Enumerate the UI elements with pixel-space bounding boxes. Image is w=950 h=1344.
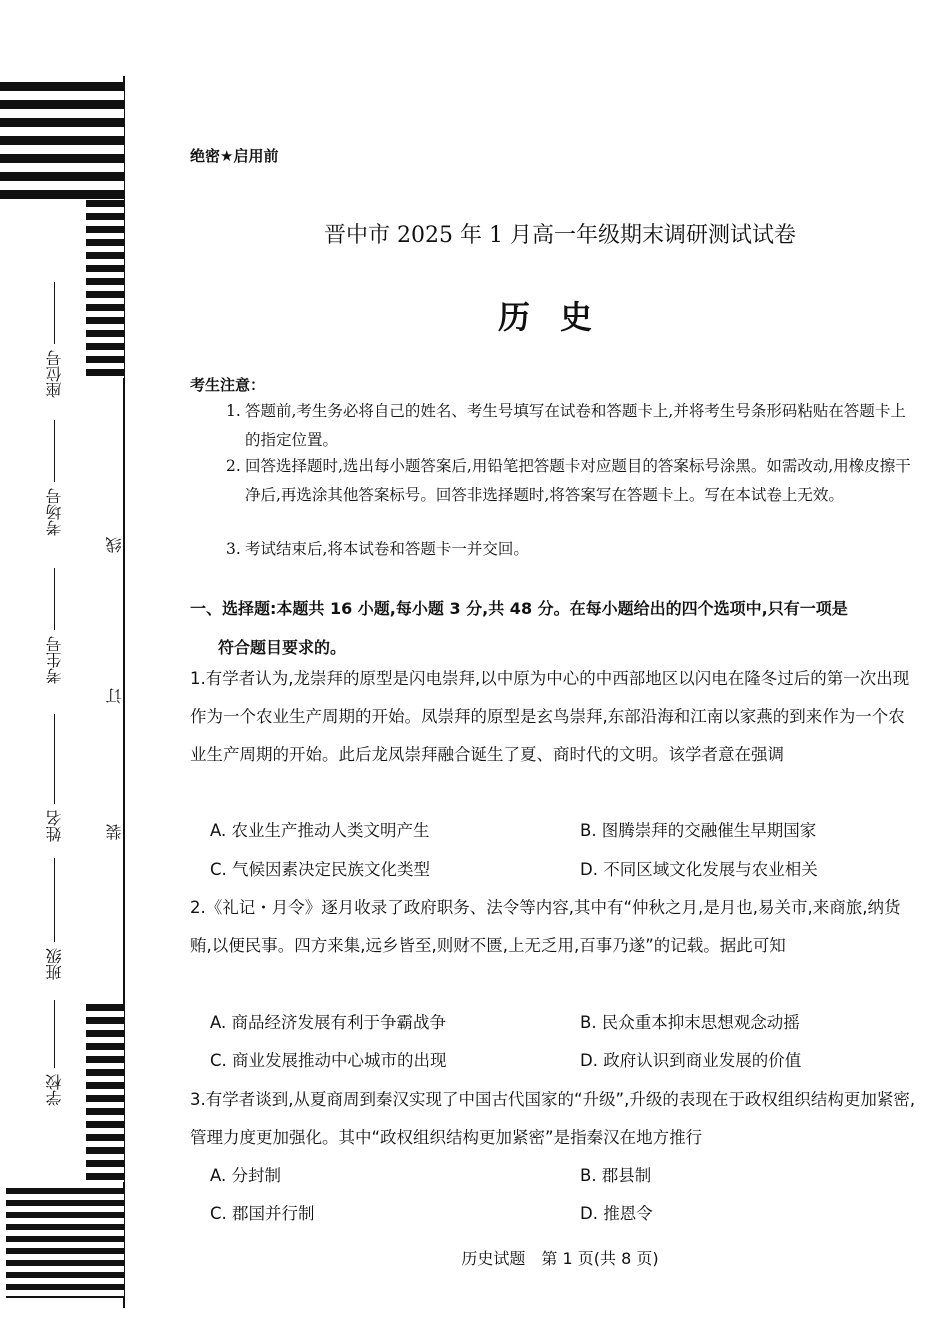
seat-label: 座位号 (45, 350, 64, 398)
question-1-option-a[interactable]: A. 农业生产推动人类文明产生 (210, 821, 430, 840)
binding-stripes-low (86, 1004, 124, 1182)
page-footer: 历史试题 第 1 页(共 8 页) (461, 1249, 659, 1268)
question-3-option-b[interactable]: B. 郡县制 (580, 1166, 652, 1185)
seat-field[interactable] (44, 282, 66, 398)
school-label: 学校 (45, 1074, 64, 1106)
binding-ding-mark: 订 (105, 688, 124, 704)
binding-zhuang-mark: 装 (105, 824, 124, 840)
question-stem-3: 3.有学者谈到,从夏商周到秦汉实现了中国古代国家的“升级”,升级的表现在于政权组织结构更加紧密,管理力度更加强化。其中“政权组织结构更加紧密”是指秦汉在地方推行 (190, 1090, 916, 1147)
binding-stripes-bottom (6, 1188, 124, 1298)
notice-item-number: 2. (226, 457, 241, 475)
class-field[interactable] (44, 858, 66, 980)
notice-item-text: 答题前,考生务必将自己的姓名、考生号填写在试卷和答题卡上,并将考生号条形码粘贴在答题卡上的指定位置。 (245, 402, 906, 449)
exam-title: 晋中市 2025 年 1 月高一年级期末调研测试试卷 (324, 223, 796, 248)
room-field[interactable] (44, 420, 66, 536)
school-field[interactable] (44, 1000, 66, 1106)
question-3-option-c[interactable]: C. 郡国并行制 (210, 1204, 315, 1223)
binding-line-mark: 线 (105, 537, 124, 553)
name-label: 姓名 (45, 810, 64, 842)
question-2-option-c[interactable]: C. 商业发展推动中心城市的出现 (210, 1051, 447, 1070)
binding-stripes-mid (86, 200, 124, 378)
exam-no-field[interactable] (44, 568, 66, 684)
room-label: 考场号 (45, 488, 64, 536)
notice-item (226, 397, 916, 455)
section-heading-line1: 一、选择题:本题共 16 小题,每小题 3 分,共 48 分。在每小题给出的四个选项中,只有一项是 (190, 599, 848, 618)
question-3-option-d[interactable]: D. 推恩令 (580, 1204, 653, 1223)
section-heading (190, 589, 920, 667)
exam-no-label: 考生号 (45, 636, 64, 684)
confidential-mark: 绝密★启用前 (190, 147, 279, 165)
notice-item-number: 3. (226, 540, 241, 558)
notice-item-text: 考试结束后,将本试卷和答题卡一并交回。 (245, 540, 529, 558)
section-heading-line2: 符合题目要求的。 (218, 638, 347, 657)
question-1-option-c[interactable]: C. 气候因素决定民族文化类型 (210, 860, 431, 879)
question-1-option-d[interactable]: D. 不同区域文化发展与农业相关 (580, 860, 818, 879)
class-label: 班级 (45, 948, 64, 980)
binding-stripes-top (0, 82, 124, 207)
question-2-option-a[interactable]: A. 商品经济发展有利于争霸战争 (210, 1013, 446, 1032)
question-3-option-a[interactable]: A. 分封制 (210, 1166, 281, 1185)
subject-title: 历史 (497, 298, 622, 336)
notice-item (226, 452, 916, 510)
name-field[interactable] (44, 714, 66, 842)
question-stem-2: 2.《礼记・月令》逐月收录了政府职务、法令等内容,其中有“仲秋之月,是月也,易关市,来商旅,纳货贿,以便民事。四方来集,远乡皆至,则财不匮,上无乏用,百事乃遂”的记载。据此可知 (190, 898, 901, 955)
notice-item-text: 回答选择题时,选出每小题答案后,用铅笔把答题卡对应题目的答案标号涂黑。如需改动,用橡皮擦干净后,再选涂其他答案标号。回答非选择题时,将答案写在答题卡上。写在本试卷上无效。 (245, 457, 911, 504)
notice-item-number: 1. (226, 402, 241, 420)
notice-title: 考生注意： (190, 376, 266, 394)
question-2-option-b[interactable]: B. 民众重本抑末思想观念动摇 (580, 1013, 800, 1032)
question-1-option-b[interactable]: B. 图腾崇拜的交融催生早期国家 (580, 821, 817, 840)
notice-item (226, 535, 916, 564)
question-stem-1: 1.有学者认为,龙崇拜的原型是闪电崇拜,以中原为中心的中西部地区以闪电在隆冬过后的第一次出现作为一个农业生产周期的开始。凤崇拜的原型是玄鸟崇拜,东部沿海和江南以家燕的到来作为一个农业生产周期的开始。此后龙凤崇拜融合诞生了夏、商时代的文明。该学者意在强调 (190, 669, 910, 764)
question-2-option-d[interactable]: D. 政府认识到商业发展的价值 (580, 1051, 802, 1070)
